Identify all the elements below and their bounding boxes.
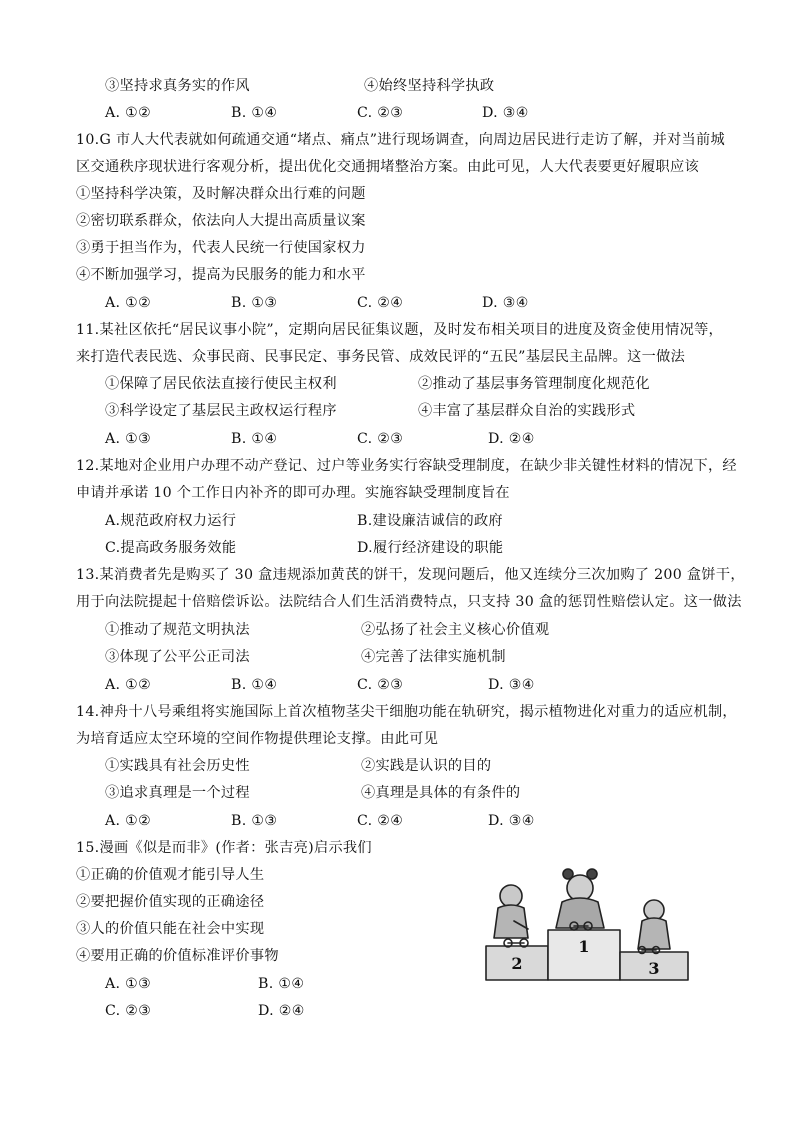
q13-item1: ①推动了规范文明执法 bbox=[105, 622, 250, 638]
podium-label-1: 1 bbox=[578, 937, 590, 956]
q10-option-c: C. ②④ bbox=[357, 295, 404, 311]
q15-item2: ②要把握价值实现的正确途径 bbox=[76, 894, 265, 910]
q13-option-a: A. ①② bbox=[105, 677, 152, 693]
q9-item3: ③坚持求真务实的作风 bbox=[105, 78, 250, 94]
q9-option-b: B. ①④ bbox=[231, 105, 278, 121]
q10-stem-line1: 10.G 市人大代表就如何疏通交通“堵点、痛点”进行现场调查，向周边居民进行走访了解，并对当前城 bbox=[76, 132, 726, 148]
q15-option-a: A. ①③ bbox=[105, 976, 152, 992]
q11-stem-line1: 11.某社区依托“居民议事小院”，定期向居民征集议题，及时发布相关项目的进度及资金使用情况等， bbox=[76, 322, 724, 338]
q15-option-d: D. ②④ bbox=[258, 1003, 305, 1019]
q14-option-d: D. ③④ bbox=[488, 813, 535, 829]
q11-item4: ④丰富了基层群众自治的实践形式 bbox=[418, 403, 636, 419]
figure-first-place bbox=[556, 869, 604, 930]
q10-item4: ④不断加强学习，提高为民服务的能力和水平 bbox=[76, 267, 366, 283]
q14-option-a: A. ①② bbox=[105, 813, 152, 829]
q9-option-c: C. ②③ bbox=[357, 105, 404, 121]
q14-item4: ④真理是具体的有条件的 bbox=[361, 785, 521, 801]
figure-second-place bbox=[494, 885, 528, 947]
q13-option-c: C. ②③ bbox=[357, 677, 404, 693]
q12-option-c: C.提高政务服务效能 bbox=[105, 540, 237, 556]
cartoon-podium-illustration bbox=[484, 866, 692, 984]
q12-option-b: B.建设廉洁诚信的政府 bbox=[357, 513, 503, 529]
q14-stem-line1: 14.神舟十八号乘组将实施国际上首次植物茎尖干细胞功能在轨研究，揭示植物进化对重力的适应机制， bbox=[76, 704, 737, 720]
q13-item2: ②弘扬了社会主义核心价值观 bbox=[361, 622, 550, 638]
q9-option-d: D. ③④ bbox=[482, 105, 529, 121]
podium-label-3: 3 bbox=[648, 959, 660, 978]
q15-item3: ③人的价值只能在社会中实现 bbox=[76, 921, 265, 937]
q13-option-d: D. ③④ bbox=[488, 677, 535, 693]
q10-item2: ②密切联系群众，依法向人大提出高质量议案 bbox=[76, 213, 366, 229]
q11-option-a: A. ①③ bbox=[105, 431, 152, 447]
q11-item1: ①保障了居民依法直接行使民主权利 bbox=[105, 376, 337, 392]
q12-option-a: A.规范政府权力运行 bbox=[105, 513, 237, 529]
q13-stem-line2: 用于向法院提起十倍赔偿诉讼。法院结合人们生活消费特点，只支持 30 盒的惩罚性赔偿认定。这一做法 bbox=[76, 594, 742, 610]
q15-option-c: C. ②③ bbox=[105, 1003, 152, 1019]
q14-option-b: B. ①③ bbox=[231, 813, 278, 829]
q10-item1: ①坚持科学决策，及时解决群众出行难的问题 bbox=[76, 186, 366, 202]
q14-option-c: C. ②④ bbox=[357, 813, 404, 829]
q13-stem-line1: 13.某消费者先是购买了 30 盒违规添加黄芪的饼干，发现问题后，他又连续分三次加购了 200 盒饼干， bbox=[76, 567, 745, 583]
q13-item3: ③体现了公平公正司法 bbox=[105, 649, 250, 665]
q15-item1: ①正确的价值观才能引导人生 bbox=[76, 867, 265, 883]
podium-label-2: 2 bbox=[511, 954, 523, 973]
q12-stem-line1: 12.某地对企业用户办理不动产登记、过户等业务实行容缺受理制度，在缺少非关键性材料的情况下，经 bbox=[76, 458, 737, 474]
q9-option-a: A. ①② bbox=[105, 105, 152, 121]
q10-option-d: D. ③④ bbox=[482, 295, 529, 311]
q14-stem-line2: 为培育适应太空环境的空间作物提供理论支撑。由此可见 bbox=[76, 731, 439, 747]
q15-stem: 15.漫画《似是而非》(作者：张吉亮)启示我们 bbox=[76, 840, 372, 856]
q14-item2: ②实践是认识的目的 bbox=[361, 758, 492, 774]
q10-option-a: A. ①② bbox=[105, 295, 152, 311]
q11-option-b: B. ①④ bbox=[231, 431, 278, 447]
q9-item4: ④始终坚持科学执政 bbox=[364, 78, 495, 94]
q10-item3: ③勇于担当作为，代表人民统一行使国家权力 bbox=[76, 240, 366, 256]
q10-option-b: B. ①③ bbox=[231, 295, 278, 311]
q13-option-b: B. ①④ bbox=[231, 677, 278, 693]
q14-item3: ③追求真理是一个过程 bbox=[105, 785, 250, 801]
q12-stem-line2: 申请并承诺 10 个工作日内补齐的即可办理。实施容缺受理制度旨在 bbox=[76, 485, 510, 501]
q11-option-c: C. ②③ bbox=[357, 431, 404, 447]
figure-third-place bbox=[638, 900, 670, 954]
q10-stem-line2: 区交通秩序现状进行客观分析，提出优化交通拥堵整治方案。由此可见，人大代表要更好履职应该 bbox=[76, 159, 699, 175]
q15-option-b: B. ①④ bbox=[258, 976, 305, 992]
q11-option-d: D. ②④ bbox=[488, 431, 535, 447]
q11-item3: ③科学设定了基层民主政权运行程序 bbox=[105, 403, 337, 419]
q12-option-d: D.履行经济建设的职能 bbox=[357, 540, 504, 556]
q15-item4: ④要用正确的价值标准评价事物 bbox=[76, 948, 279, 964]
q13-item4: ④完善了法律实施机制 bbox=[361, 649, 506, 665]
q14-item1: ①实践具有社会历史性 bbox=[105, 758, 250, 774]
q11-stem-line2: 来打造代表民选、众事民商、民事民定、事务民管、成效民评的“五民”基层民主品牌。这一做法 bbox=[76, 349, 686, 365]
q11-item2: ②推动了基层事务管理制度化规范化 bbox=[418, 376, 650, 392]
